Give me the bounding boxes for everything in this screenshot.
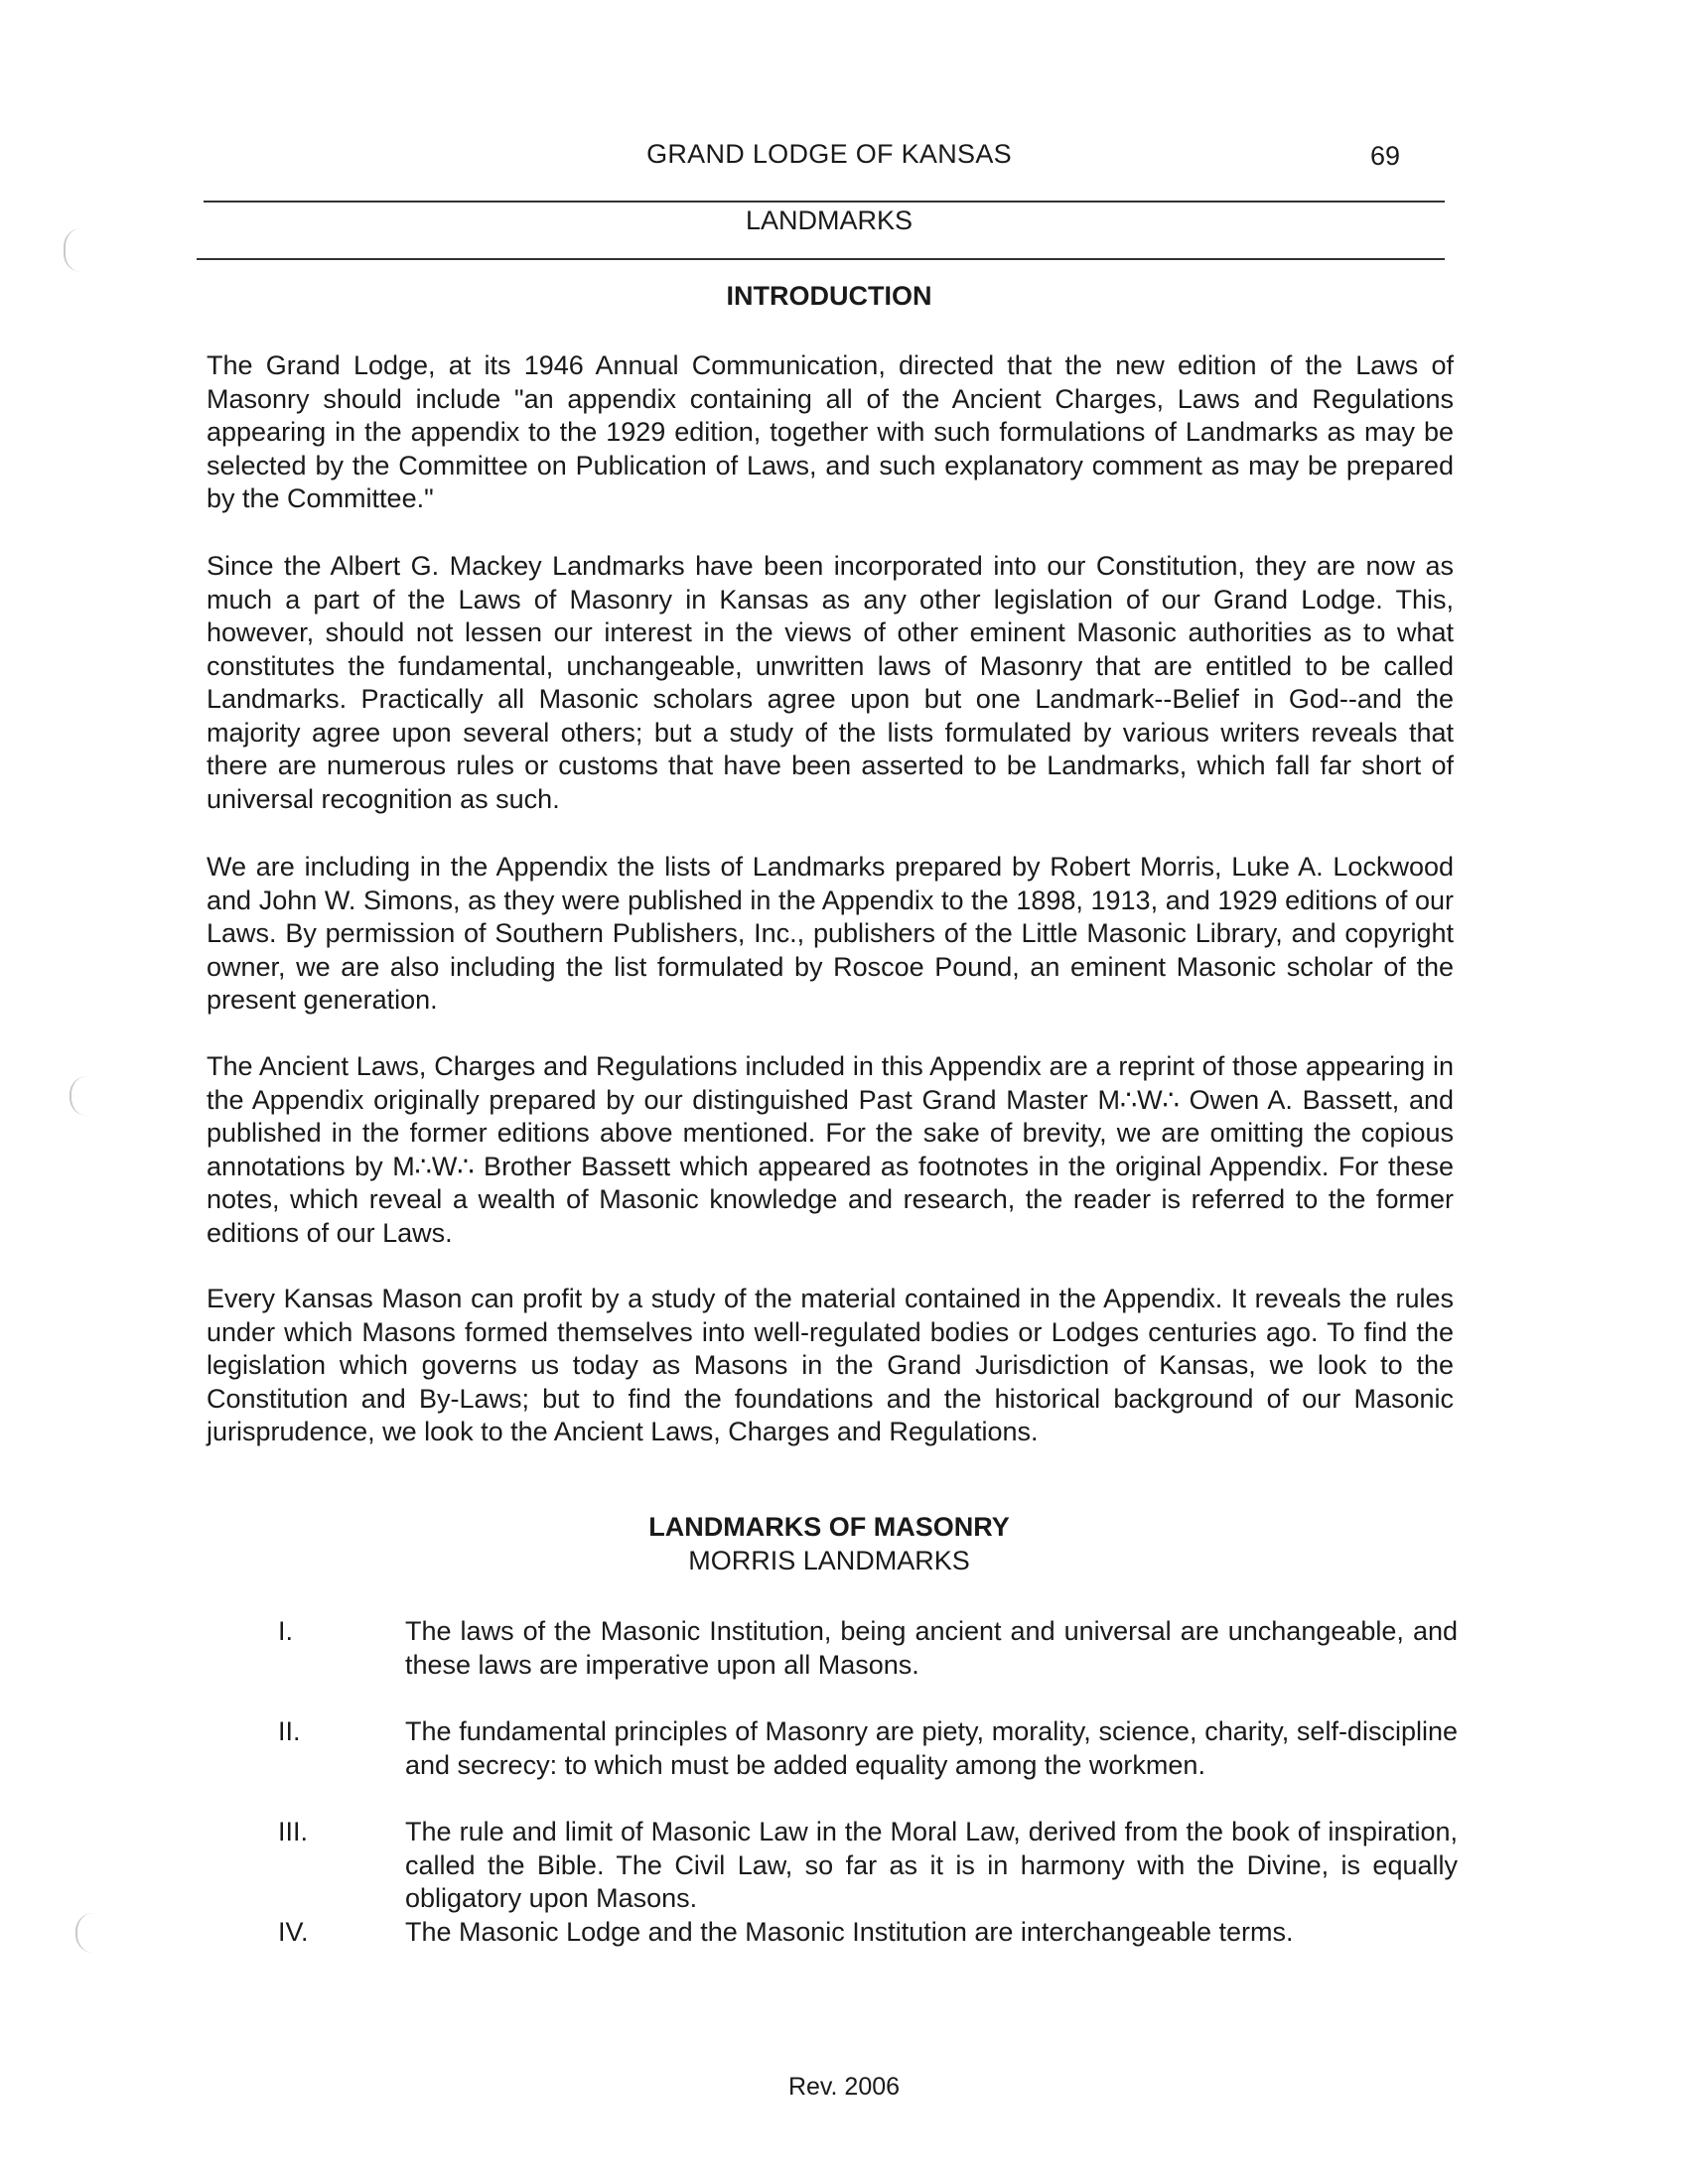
landmark-number: I. <box>278 1616 294 1646</box>
scan-margin-mark <box>70 1076 87 1116</box>
section-title: LANDMARKS <box>745 205 914 235</box>
running-header-title: GRAND LODGE OF KANSAS <box>646 139 1012 169</box>
intro-paragraph-2: Since the Albert G. Mackey Landmarks have been incorporated into our Constitution, they are now as much a part of the Laws of Masonry in Kansas as any other legislation of our Grand Lodge. This, however, should not lessen our interest in the views of other eminent Masonic authorities as to what constitutes the fundamental, unchangeable, unwritten laws of Masonry that are entitled to be called Landmarks. Practically all Masonic scholars agree upon but one Landmark--Belief in God--and the majority agree upon several others; but a study of the lists formulated by various writers reveals that there are numerous rules or customs that have been asserted to be Landmarks, which fall far short of universal recognition as such. <box>207 551 1454 814</box>
introduction-heading: INTRODUCTION <box>726 281 932 311</box>
landmark-text: The laws of the Masonic Institution, being ancient and universal are unchangeable, and these laws are imperative upon all Masons. <box>405 1616 1458 1680</box>
scan-margin-mark <box>75 1913 93 1953</box>
intro-paragraph-3: We are including in the Appendix the lists of Landmarks prepared by Robert Morris, Luke A. Lockwood and John W. Simons, as they were published in the Appendix to the 1898, 1913, and 1929 editions of our Laws. By permission of Southern Publishers, Inc., publishers of the Little Masonic Library, and copyright owner, we are also including the list formulated by Roscoe Pound, an eminent Masonic scholar of the present generation. <box>207 852 1454 1015</box>
intro-paragraph-1: The Grand Lodge, at its 1946 Annual Communication, directed that the new edition of the Laws of Masonry should include "an appendix containing all of the Ancient Charges, Laws and Regulations appearing in the appendix to the 1929 edition, together with such formulations of Landmarks as may be selected by the Committee on Publication of Laws, and such explanatory comment as may be prepared by the Committee." <box>207 350 1454 513</box>
page-number: 69 <box>1370 141 1401 171</box>
landmark-text: The fundamental principles of Masonry are piety, morality, science, charity, self-discipline and secrecy: to which must be added equality among the workmen. <box>405 1716 1458 1780</box>
landmark-number: IV. <box>278 1917 309 1947</box>
intro-paragraph-4: The Ancient Laws, Charges and Regulations included in this Appendix are a reprint of those appearing in the Appendix originally prepared by our distinguished Past Grand Master M∴W∴ Owen A. Bassett, and published in the former editions above mentioned. For the sake of brevity, we are omitting the copious annotations by M∴W∴ Brother Bassett which appeared as footnotes in the original Appendix. For these notes, which reveal a wealth of Masonic knowledge and research, the reader is referred to the former editions of our Laws. <box>207 1051 1454 1248</box>
landmark-text: The rule and limit of Masonic Law in the Moral Law, derived from the book of inspiration, called the Bible. The Civil Law, so far as it is in harmony with the Divine, is equally obligatory upon Masons. <box>405 1817 1458 1913</box>
header-divider-bottom <box>197 258 1445 260</box>
landmarks-heading: LANDMARKS OF MASONRY <box>648 1512 1010 1542</box>
header-divider-top <box>204 201 1445 203</box>
landmarks-subheading: MORRIS LANDMARKS <box>688 1546 970 1575</box>
revision-footer: Rev. 2006 <box>787 2073 901 2101</box>
landmark-number: III. <box>278 1817 309 1846</box>
landmark-number: II. <box>278 1716 301 1746</box>
landmark-text: The Masonic Lodge and the Masonic Institution are interchangeable terms. <box>405 1917 1294 1947</box>
intro-paragraph-5: Every Kansas Mason can profit by a study of the material contained in the Appendix. It reveals the rules under which Masons formed themselves into well-regulated bodies or Lodges centuries ago. To find the legislation which governs us today as Masons in the Grand Jurisdiction of Kansas, we look to the Constitution and By-Laws; but to find the foundations and the historical background of our Masonic jurisprudence, we look to the Ancient Laws, Charges and Regulations. <box>207 1284 1454 1446</box>
